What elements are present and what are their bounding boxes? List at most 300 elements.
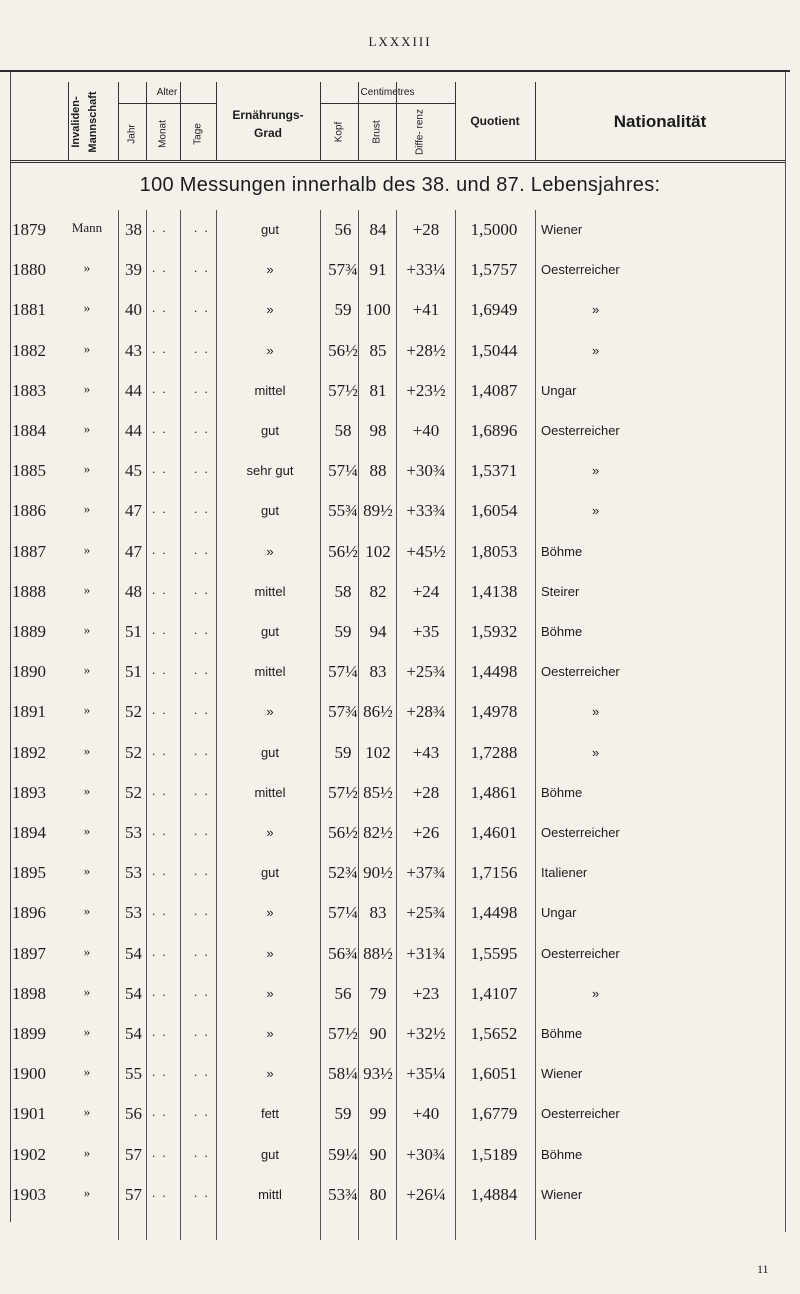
- row-nutrition: gut: [260, 744, 280, 760]
- table-row: [0, 823, 800, 867]
- row-chest: 82: [369, 581, 387, 601]
- month-blank: . .: [152, 300, 168, 316]
- row-chest: 93½: [363, 1064, 393, 1084]
- row-difference: +40: [412, 421, 440, 440]
- row-difference: +33¾: [406, 501, 446, 521]
- table-row: [0, 1024, 800, 1068]
- row-number: 1884: [12, 421, 46, 440]
- row-nutrition: mittel: [254, 784, 286, 800]
- header-rule: [10, 160, 785, 163]
- row-quotient: 1,4087: [470, 380, 518, 400]
- table-row: [0, 260, 800, 304]
- row-nutrition: sehr gut: [246, 463, 294, 479]
- row-nutrition: fett: [260, 1106, 280, 1122]
- row-head: 59: [334, 300, 352, 320]
- row-chest: 90: [369, 1144, 387, 1164]
- row-quotient: 1,7156: [470, 863, 518, 883]
- top-rule: [0, 70, 790, 72]
- row-sex: »: [83, 421, 91, 436]
- row-difference: +32½: [406, 1024, 446, 1043]
- header-mannschaft: Mannschaft: [87, 91, 99, 153]
- row-sex: »: [83, 260, 91, 276]
- row-nationality: Wiener: [541, 1186, 583, 1202]
- row-head: 56¾: [328, 943, 358, 963]
- row-nationality: Ungar: [541, 905, 577, 921]
- row-age: 48: [125, 581, 142, 601]
- row-head: 56½: [328, 823, 358, 842]
- row-quotient: 1,5000: [470, 220, 518, 239]
- row-age: 53: [125, 903, 142, 923]
- row-head: 57¼: [328, 461, 358, 481]
- row-quotient: 1,5044: [470, 340, 518, 360]
- month-blank: . .: [152, 1024, 168, 1039]
- row-chest: 102: [365, 742, 391, 762]
- row-quotient: 1,6779: [470, 1104, 518, 1124]
- row-number: 1889: [12, 622, 46, 641]
- table-row: [0, 542, 800, 586]
- page-header: LXXXIII: [368, 34, 432, 49]
- days-blank: . .: [194, 501, 210, 517]
- row-head: 59: [334, 742, 352, 762]
- row-nationality: Böhme: [541, 624, 583, 639]
- row-difference: +35¼: [406, 1064, 446, 1084]
- table-row: [0, 421, 800, 465]
- row-chest: 88½: [363, 943, 393, 963]
- row-nationality: »: [592, 503, 600, 519]
- row-head: 56: [334, 220, 352, 239]
- header-invaliden: Invaliden-: [70, 96, 82, 148]
- row-quotient: 1,7288: [470, 742, 518, 762]
- row-sex: »: [83, 300, 91, 316]
- days-blank: . .: [194, 1184, 210, 1200]
- row-nutrition: mittel: [254, 583, 286, 599]
- month-blank: . .: [152, 541, 168, 557]
- row-number: 1888: [12, 581, 46, 601]
- row-chest: 91: [369, 260, 387, 280]
- row-quotient: 1,4884: [470, 1184, 518, 1204]
- month-blank: . .: [152, 1064, 168, 1080]
- row-sex: Mann: [71, 220, 103, 235]
- days-blank: . .: [194, 622, 210, 637]
- row-nutrition: »: [266, 543, 274, 559]
- row-nationality: Italiener: [541, 865, 588, 881]
- row-head: 59: [334, 1104, 352, 1124]
- table-row: [0, 863, 800, 907]
- row-number: 1882: [12, 340, 46, 360]
- row-nationality: Wiener: [541, 1066, 583, 1082]
- row-nationality: Böhme: [541, 543, 583, 559]
- row-nationality: Ungar: [541, 382, 577, 398]
- table-row: [0, 341, 800, 385]
- month-blank: . .: [152, 943, 168, 959]
- header-jahr: Jahr: [126, 124, 138, 144]
- row-nationality: »: [592, 985, 600, 1001]
- row-difference: +24: [412, 581, 440, 601]
- row-sex: »: [83, 380, 91, 396]
- row-head: 55¾: [328, 501, 358, 521]
- month-blank: . .: [152, 1104, 168, 1120]
- row-age: 43: [125, 340, 142, 360]
- page-footer: 11: [757, 1262, 769, 1276]
- row-age: 54: [125, 943, 142, 963]
- row-number: 1885: [12, 461, 46, 481]
- table-row: [0, 300, 800, 344]
- row-quotient: 1,4601: [470, 823, 518, 842]
- row-number: 1883: [12, 380, 46, 400]
- header-differenz: Diffe- renz: [414, 109, 426, 155]
- row-chest: 80: [369, 1184, 387, 1204]
- row-sex: »: [83, 823, 91, 838]
- row-number: 1886: [12, 501, 46, 521]
- row-nationality: Böhme: [541, 784, 583, 800]
- row-chest: 90: [369, 1024, 387, 1043]
- row-chest: 86½: [363, 702, 393, 722]
- month-blank: . .: [152, 622, 168, 637]
- header-monat: Monat: [157, 120, 169, 148]
- row-quotient: 1,5652: [470, 1024, 518, 1043]
- days-blank: . .: [194, 461, 210, 477]
- table-row: [0, 461, 800, 505]
- row-sex: »: [83, 1144, 91, 1160]
- row-nationality: »: [592, 744, 600, 760]
- row-head: 56½: [328, 541, 358, 561]
- row-head: 59: [334, 622, 352, 641]
- row-chest: 102: [365, 541, 391, 561]
- row-age: 47: [125, 541, 142, 561]
- table-row: [0, 220, 800, 264]
- row-head: 56½: [328, 340, 358, 360]
- row-chest: 79: [369, 983, 387, 1003]
- row-difference: +28½: [406, 340, 446, 360]
- row-age: 53: [125, 863, 142, 883]
- row-chest: 83: [369, 903, 387, 923]
- table-row: [0, 1064, 800, 1108]
- row-nutrition: gut: [260, 423, 280, 438]
- row-chest: 100: [365, 300, 391, 320]
- row-quotient: 1,6054: [470, 501, 518, 521]
- row-age: 39: [125, 260, 142, 280]
- month-blank: . .: [152, 421, 168, 436]
- month-blank: . .: [152, 340, 168, 356]
- days-blank: . .: [194, 1024, 210, 1039]
- row-age: 57: [125, 1184, 142, 1204]
- row-quotient: 1,4498: [470, 662, 518, 682]
- row-difference: +26¼: [406, 1184, 446, 1204]
- month-blank: . .: [152, 220, 168, 235]
- row-nationality: »: [592, 302, 600, 318]
- header-ernaehrung: Ernährungs- Grad: [232, 108, 304, 140]
- month-blank: . .: [152, 501, 168, 517]
- row-head: 57½: [328, 1024, 358, 1043]
- row-difference: +30¾: [406, 1144, 446, 1164]
- month-blank: . .: [152, 260, 168, 276]
- row-chest: 98: [369, 421, 387, 440]
- row-quotient: 1,6896: [470, 421, 518, 440]
- row-number: 1902: [12, 1144, 46, 1164]
- table-row: [0, 1185, 800, 1229]
- row-difference: +40: [412, 1104, 440, 1124]
- row-quotient: 1,5932: [470, 622, 518, 641]
- header-quotient: Quotient: [470, 114, 520, 128]
- row-head: 58: [334, 581, 352, 601]
- table-row: [0, 501, 800, 545]
- row-quotient: 1,4861: [470, 782, 518, 802]
- row-age: 51: [125, 622, 142, 641]
- days-blank: . .: [194, 1064, 210, 1080]
- row-difference: +25¾: [406, 903, 446, 923]
- row-quotient: 1,5595: [470, 943, 518, 963]
- row-age: 54: [125, 1024, 142, 1043]
- row-nationality: »: [592, 342, 600, 358]
- days-blank: . .: [194, 943, 210, 959]
- month-blank: . .: [152, 581, 168, 597]
- row-sex: »: [83, 461, 91, 477]
- row-chest: 88: [369, 461, 387, 481]
- row-sex: »: [83, 863, 91, 879]
- days-blank: . .: [194, 380, 210, 396]
- row-sex: »: [83, 541, 91, 557]
- row-quotient: 1,6051: [470, 1064, 518, 1084]
- row-sex: »: [83, 581, 91, 597]
- month-blank: . .: [152, 742, 168, 758]
- days-blank: . .: [194, 903, 210, 919]
- days-blank: . .: [194, 421, 210, 436]
- table-caption: 100 Messungen innerhalb des 38. und 87. Lebensjahres:: [139, 174, 661, 196]
- row-sex: »: [83, 662, 91, 678]
- row-age: 44: [125, 380, 142, 400]
- header-tage: Tage: [192, 123, 204, 145]
- row-number: 1881: [12, 300, 46, 320]
- days-blank: . .: [194, 260, 210, 276]
- row-number: 1879: [12, 220, 46, 239]
- table-row: [0, 743, 800, 787]
- row-age: 57: [125, 1144, 142, 1164]
- row-sex: »: [83, 340, 91, 356]
- row-chest: 85: [369, 340, 387, 360]
- row-sex: »: [83, 983, 91, 999]
- row-sex: »: [83, 501, 91, 517]
- days-blank: . .: [194, 863, 210, 879]
- row-nutrition: gut: [260, 222, 280, 237]
- row-number: 1893: [12, 782, 46, 802]
- days-blank: . .: [194, 300, 210, 316]
- row-head: 53¾: [328, 1184, 358, 1204]
- row-sex: »: [83, 782, 91, 798]
- row-quotient: 1,5757: [470, 260, 518, 280]
- row-age: 51: [125, 662, 142, 682]
- table-header: [0, 82, 800, 162]
- row-head: 58: [334, 421, 352, 440]
- row-nutrition: »: [266, 342, 274, 358]
- days-blank: . .: [194, 983, 210, 999]
- row-nutrition: gut: [260, 624, 280, 639]
- month-blank: . .: [152, 863, 168, 879]
- row-chest: 82½: [363, 823, 393, 842]
- row-difference: +23: [412, 983, 440, 1003]
- row-nutrition: »: [266, 1026, 274, 1041]
- row-difference: +45½: [406, 541, 446, 561]
- row-age: 40: [125, 300, 142, 320]
- row-sex: »: [83, 1184, 91, 1200]
- row-quotient: 1,5371: [470, 461, 518, 481]
- row-number: 1903: [12, 1184, 46, 1204]
- month-blank: . .: [152, 380, 168, 396]
- row-quotient: 1,8053: [470, 541, 518, 561]
- row-nutrition: gut: [260, 865, 280, 881]
- table-row: [0, 662, 800, 706]
- table-row: [0, 783, 800, 827]
- row-chest: 85½: [363, 782, 393, 802]
- row-difference: +26: [412, 823, 440, 842]
- header-brust: Brust: [371, 120, 383, 144]
- month-blank: . .: [152, 782, 168, 798]
- row-age: 44: [125, 421, 142, 440]
- row-number: 1887: [12, 541, 46, 561]
- row-age: 53: [125, 823, 142, 842]
- row-age: 52: [125, 782, 142, 802]
- row-nationality: »: [592, 704, 600, 720]
- row-difference: +28: [412, 220, 440, 239]
- table-row: [0, 984, 800, 1028]
- row-head: 57½: [328, 380, 358, 400]
- row-nutrition: gut: [260, 503, 280, 519]
- row-nutrition: mittel: [254, 664, 286, 680]
- row-number: 1880: [12, 260, 46, 280]
- table-row: [0, 1104, 800, 1148]
- row-age: 47: [125, 501, 142, 521]
- row-chest: 99: [369, 1104, 387, 1124]
- row-quotient: 1,4107: [470, 983, 518, 1003]
- row-age: 55: [125, 1064, 142, 1084]
- row-number: 1897: [12, 943, 46, 963]
- days-blank: . .: [194, 782, 210, 798]
- row-sex: »: [83, 943, 91, 959]
- row-age: 38: [125, 220, 142, 239]
- row-difference: +33¼: [406, 260, 446, 280]
- row-sex: »: [83, 1104, 91, 1120]
- header-alter: Alter: [156, 87, 178, 98]
- header-centimetres: Centimetres: [360, 87, 415, 98]
- row-sex: »: [83, 1064, 91, 1080]
- month-blank: . .: [152, 702, 168, 718]
- month-blank: . .: [152, 1184, 168, 1200]
- table-row: [0, 903, 800, 947]
- row-head: 57½: [328, 782, 358, 802]
- row-nationality: Oesterreicher: [541, 423, 620, 438]
- row-nutrition: »: [266, 262, 274, 278]
- row-sex: »: [83, 702, 91, 718]
- row-number: 1900: [12, 1064, 46, 1084]
- row-age: 56: [125, 1104, 142, 1124]
- row-head: 57¼: [328, 662, 358, 682]
- row-nutrition: »: [266, 1066, 274, 1082]
- row-sex: »: [83, 1024, 91, 1039]
- row-sex: »: [83, 622, 91, 637]
- row-nutrition: mittl: [258, 1186, 282, 1202]
- month-blank: . .: [152, 903, 168, 919]
- row-number: 1896: [12, 903, 46, 923]
- header-nationalitaet: Nationalität: [613, 112, 707, 131]
- row-nutrition: »: [266, 825, 274, 840]
- row-difference: +23½: [406, 380, 446, 400]
- month-blank: . .: [152, 662, 168, 678]
- table-row: [0, 582, 800, 626]
- row-difference: +28: [412, 782, 440, 802]
- row-difference: +31¾: [406, 943, 446, 963]
- row-nationality: »: [592, 463, 600, 479]
- days-blank: . .: [194, 340, 210, 356]
- row-nutrition: gut: [260, 1146, 280, 1162]
- days-blank: . .: [194, 581, 210, 597]
- row-number: 1892: [12, 742, 46, 762]
- row-nutrition: »: [266, 905, 274, 921]
- row-head: 59¼: [328, 1144, 358, 1164]
- row-number: 1894: [12, 823, 46, 842]
- row-number: 1899: [12, 1024, 46, 1043]
- row-quotient: 1,5189: [470, 1144, 518, 1164]
- month-blank: . .: [152, 983, 168, 999]
- days-blank: . .: [194, 742, 210, 758]
- row-nationality: Oesterreicher: [541, 945, 620, 961]
- row-nationality: Oesterreicher: [541, 664, 620, 680]
- month-blank: . .: [152, 461, 168, 477]
- row-nationality: Steirer: [541, 583, 580, 599]
- days-blank: . .: [194, 541, 210, 557]
- row-difference: +43: [412, 742, 440, 762]
- header-kopf: Kopf: [333, 121, 345, 143]
- month-blank: . .: [152, 823, 168, 838]
- row-head: 56: [334, 983, 352, 1003]
- days-blank: . .: [194, 823, 210, 838]
- row-head: 57¾: [328, 702, 358, 722]
- row-difference: +35: [412, 622, 440, 641]
- row-difference: +41: [412, 300, 440, 320]
- row-difference: +28¾: [406, 702, 446, 722]
- row-age: 52: [125, 702, 142, 722]
- row-chest: 83: [369, 662, 387, 682]
- row-number: 1891: [12, 702, 46, 722]
- days-blank: . .: [194, 220, 210, 235]
- row-head: 58¼: [328, 1064, 358, 1084]
- row-nutrition: mittel: [254, 382, 286, 398]
- row-chest: 89½: [363, 501, 393, 521]
- row-number: 1898: [12, 983, 46, 1003]
- table-row: [0, 1145, 800, 1189]
- row-sex: »: [83, 742, 91, 758]
- row-head: 52¾: [328, 863, 358, 883]
- row-number: 1895: [12, 863, 46, 883]
- row-chest: 94: [369, 622, 387, 641]
- row-age: 52: [125, 742, 142, 762]
- row-age: 45: [125, 461, 142, 481]
- row-sex: »: [83, 903, 91, 919]
- row-nutrition: »: [266, 985, 274, 1001]
- row-nutrition: »: [266, 704, 274, 720]
- row-head: 57¾: [328, 260, 358, 280]
- row-chest: 90½: [363, 863, 393, 883]
- row-quotient: 1,4978: [470, 702, 518, 722]
- row-chest: 81: [369, 380, 387, 400]
- days-blank: . .: [194, 702, 210, 718]
- row-number: 1901: [12, 1104, 46, 1124]
- month-blank: . .: [152, 1144, 168, 1160]
- row-nutrition: »: [266, 945, 274, 961]
- row-nationality: Oesterreicher: [541, 262, 620, 278]
- row-quotient: 1,4498: [470, 903, 518, 923]
- row-nationality: Böhme: [541, 1146, 583, 1162]
- row-nationality: Oesterreicher: [541, 825, 620, 840]
- days-blank: . .: [194, 1144, 210, 1160]
